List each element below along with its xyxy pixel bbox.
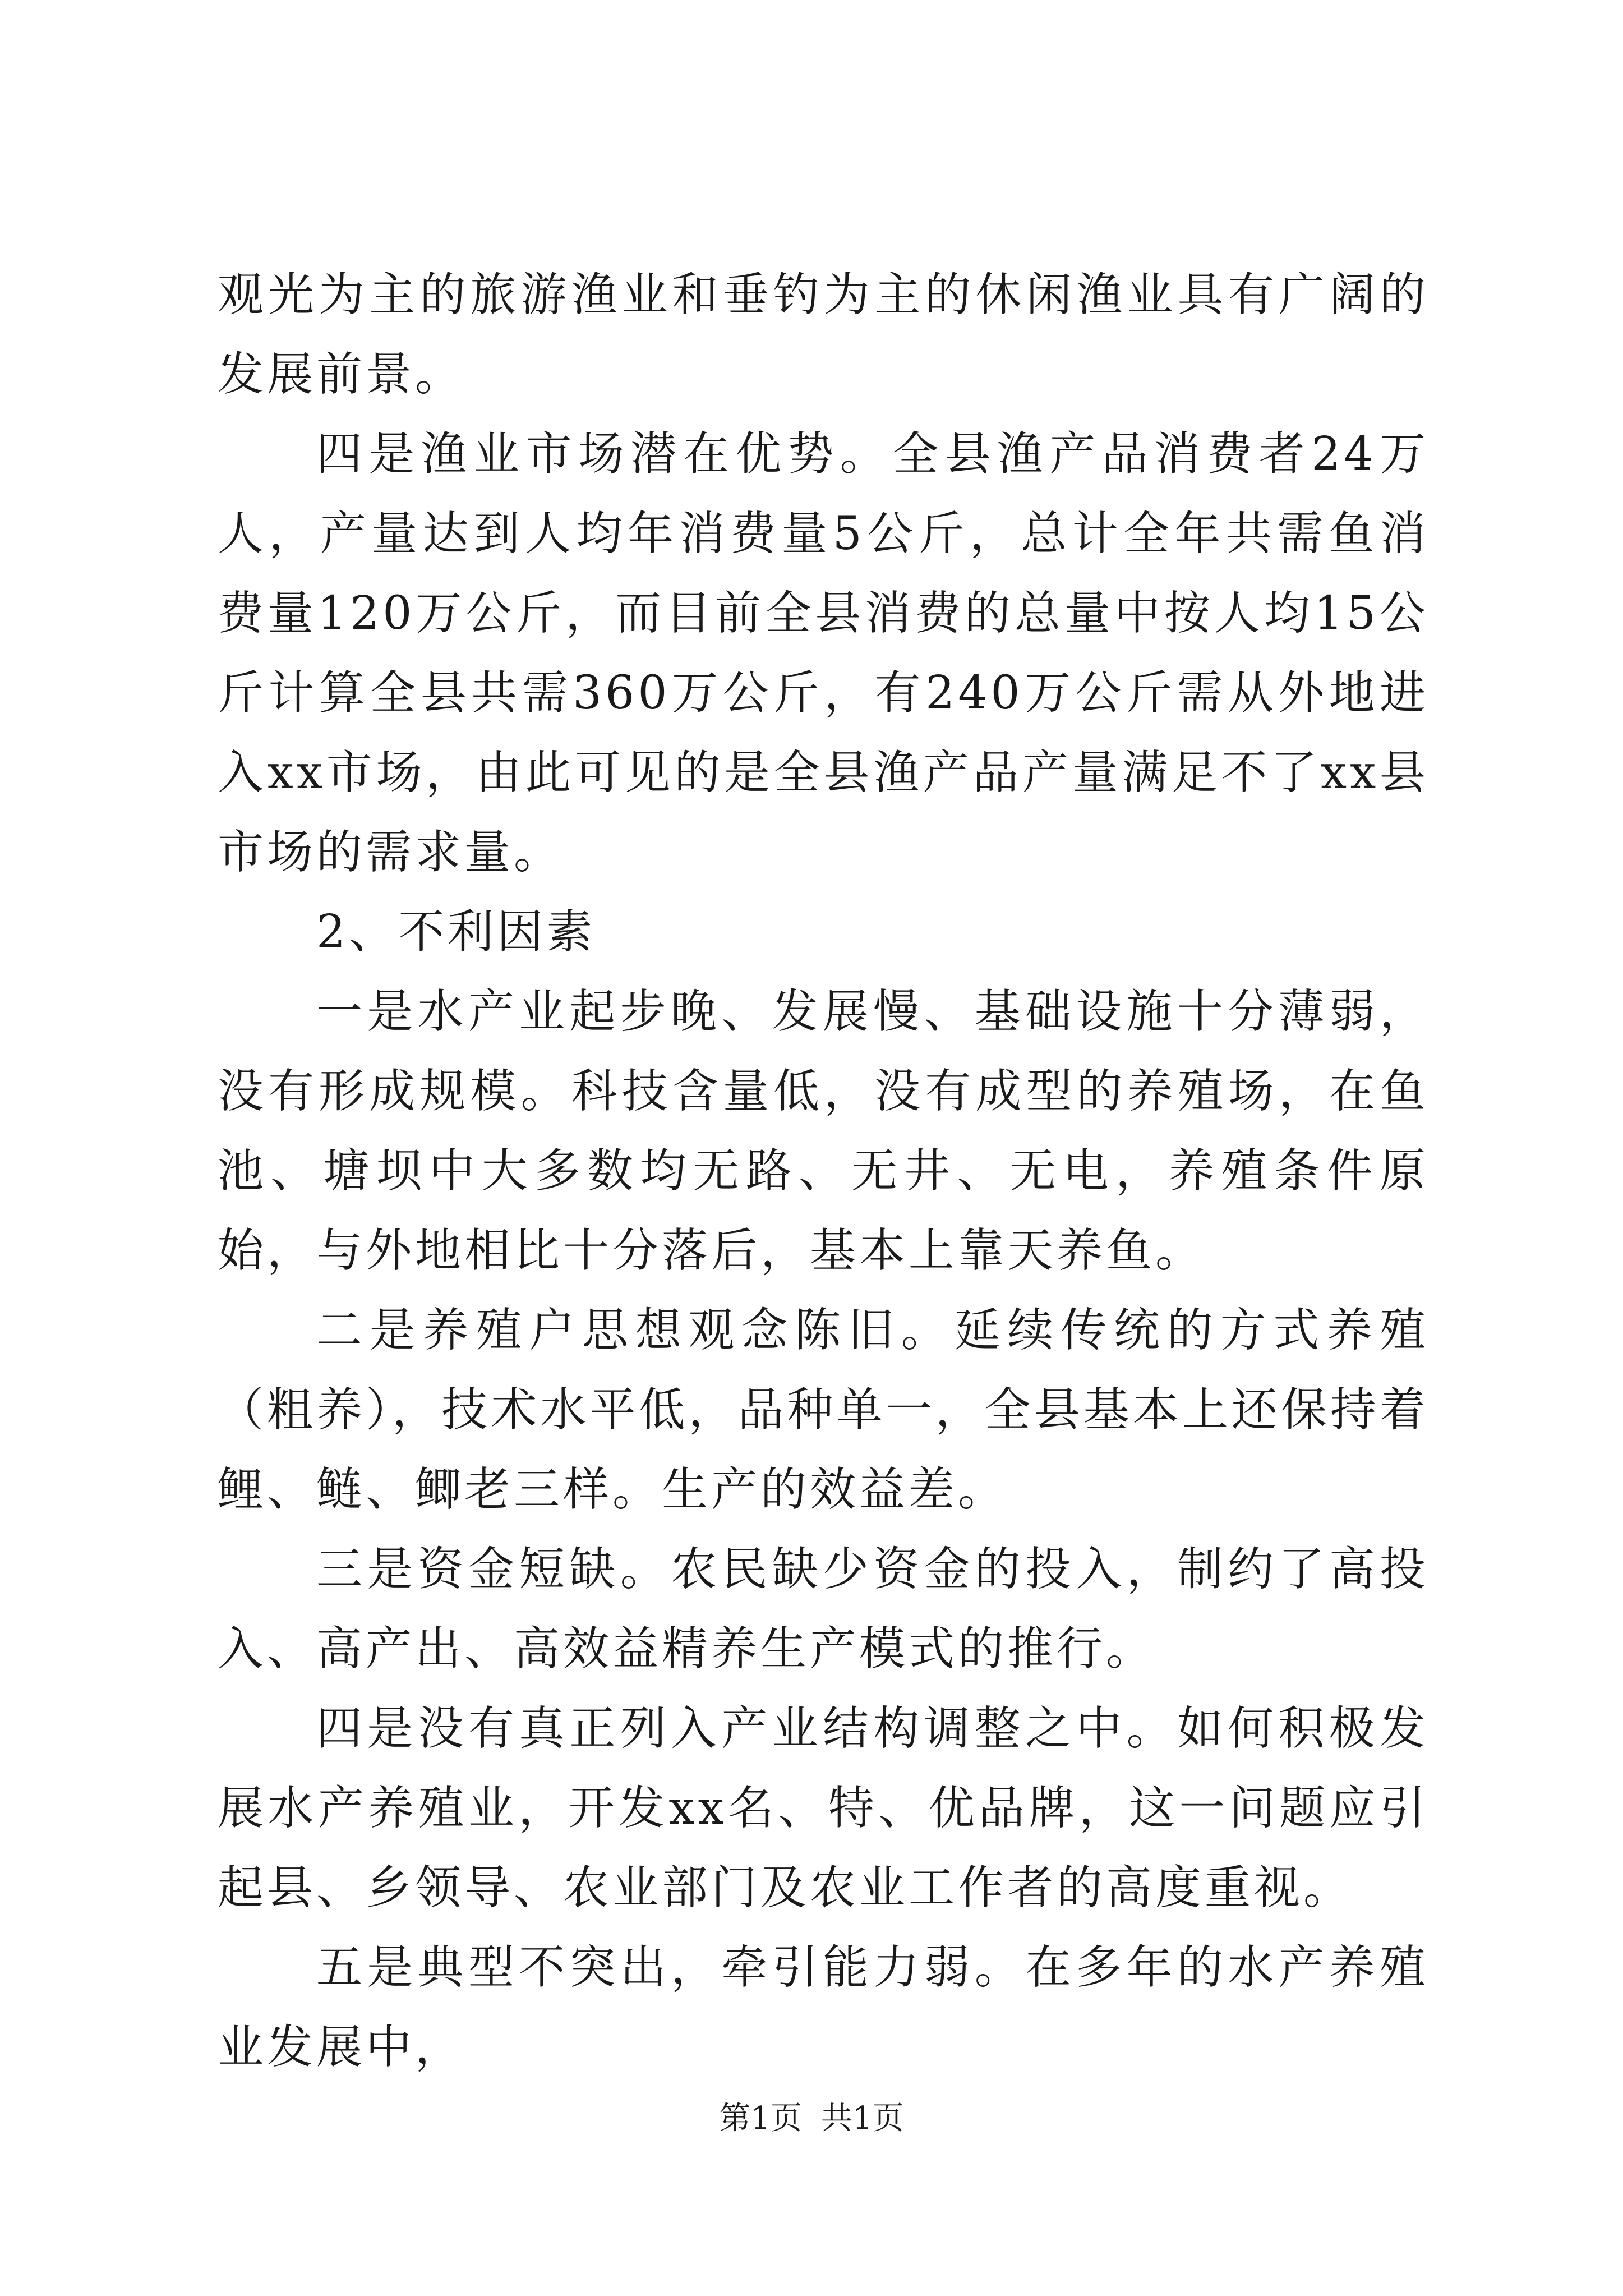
- page-total: 共1页: [821, 2100, 904, 2137]
- paragraph-funding-shortage: 三是资金短缺。农民缺少资金的投入，制约了高投入、高产出、高效益精养生产模式的推行。: [218, 1543, 1429, 1676]
- section-heading-unfavorable-factors: 2、不利因素: [316, 905, 596, 959]
- paragraph-outdated-concepts: 二是养殖户思想观念陈旧。延续传统的方式养殖（粗养），技术水平低，品种单一，全县基本上还保持着鲤、鲢、鲫老三样。生产的效益差。: [218, 1304, 1429, 1516]
- document-body: [218, 255, 1429, 2087]
- paragraph-weak-leadership: 五是典型不突出，牵引能力弱。在多年的水产养殖业发展中，: [218, 1941, 1429, 2074]
- paragraph-industrial-structure: 四是没有真正列入产业结构调整之中。如何积极发展水产养殖业，开发xx名、特、优品牌，这一问题应引起县、乡领导、农业部门及农业工作者的高度重视。: [218, 1702, 1429, 1915]
- page-number: 第1页: [719, 2100, 802, 2137]
- page-footer: [0, 2099, 1623, 2138]
- paragraph-market-advantage: 四是渔业市场潜在优势。全县渔产品消费者24万人，产量达到人均年消费量5公斤，总计全年共需鱼消费量120万公斤，而目前全县消费的总量中按人均15公斤计算全县共需360万公斤，有240万公斤需从外地进入xx市场，由此可见的是全县渔产品产量满足不了xx县市场的需求量。: [218, 427, 1429, 879]
- paragraph-continuation: 观光为主的旅游渔业和垂钓为主的休闲渔业具有广阔的发展前景。: [218, 268, 1429, 401]
- paragraph-infrastructure: 一是水产业起步晚、发展慢、基础设施十分薄弱，没有形成规模。科技含量低，没有成型的养殖场，在鱼池、塘坝中大多数均无路、无井、无电，养殖条件原始，与外地相比十分落后，基本上靠天养鱼。: [218, 985, 1429, 1277]
